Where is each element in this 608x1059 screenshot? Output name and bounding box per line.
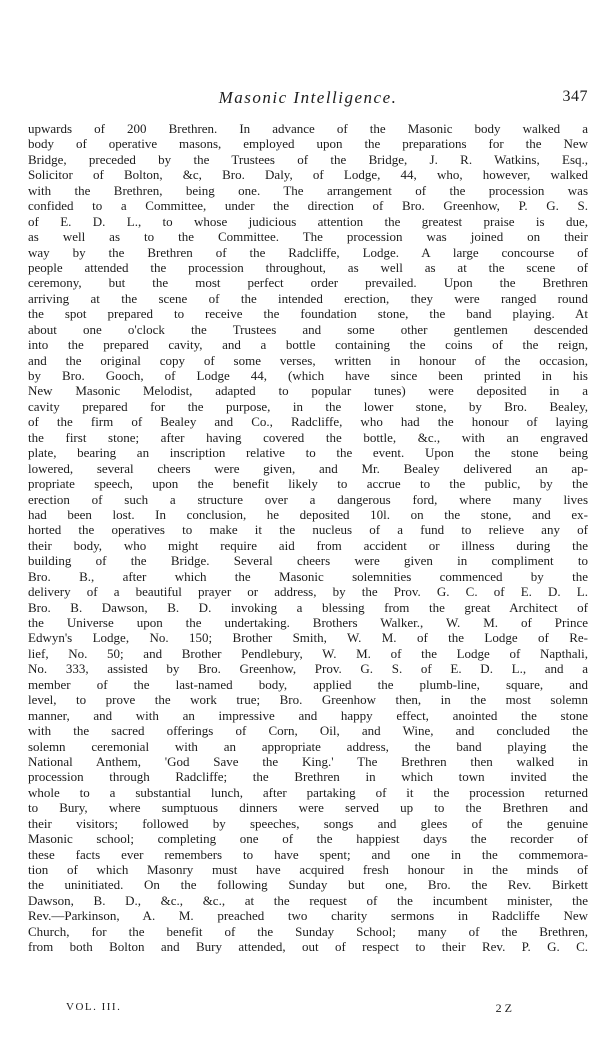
text-line: delivery of a beautiful prayer or address, by the Prov. G. C. of E. D. L. bbox=[28, 584, 588, 600]
text-line: Dawson, B. D., &c., &c., at the request of the incumbent minister, the bbox=[28, 892, 588, 908]
text-line: Rev.—Parkinson, A. M. preached two charity sermons in Radcliffe New bbox=[28, 908, 588, 924]
text-line: Bridge, preceded by the Trustees of the Bridge, J. R. Watkins, Esq., bbox=[28, 151, 588, 167]
text-line: way by the Brethren of the Radcliffe, Lodge. A large concourse of bbox=[28, 244, 588, 260]
text-line: Bro. B. Dawson, B. D. invoking a blessing from the great Architect of bbox=[28, 599, 588, 615]
text-line: Masonic school; completing one of the happiest days the recorder of bbox=[28, 831, 588, 847]
text-line: Bro. B., after which the Masonic solemnities commenced by the bbox=[28, 568, 588, 584]
text-line: lief, No. 50; and Brother Pendlebury, W. M. of the Lodge of Napthali, bbox=[28, 645, 588, 661]
text-line: ceremony, but the most perfect order prevailed. Upon the Brethren bbox=[28, 275, 588, 291]
text-line: procession through Radcliffe; the Brethren in which town invited the bbox=[28, 769, 588, 785]
text-line: body of operative masons, employed upon the preparations for the New bbox=[28, 136, 588, 152]
text-line: arriving at the scene of the intended erection, they were ranged round bbox=[28, 290, 588, 306]
text-line: manner, and with an impressive and happy effect, anointed the stone bbox=[28, 707, 588, 723]
volume-label: VOL. III. bbox=[66, 1001, 122, 1013]
page-number: 347 bbox=[562, 88, 588, 105]
text-line: their visitors; followed by speeches, songs and glees of the genuine bbox=[28, 815, 588, 831]
text-line: level, to prove the work true; Bro. Greenhow then, in the most solemn bbox=[28, 692, 588, 708]
text-line: had been lost. In conclusion, he deposited 10l. on the stone, and ex- bbox=[28, 506, 588, 522]
text-line: solemn ceremonial with an appropriate address, the band playing the bbox=[28, 738, 588, 754]
text-line: these facts ever remembers to have spent; and one in the commemora- bbox=[28, 846, 588, 862]
text-line: lowered, several cheers were given, and Mr. Bealey delivered an ap- bbox=[28, 460, 588, 476]
text-line: building of the Bridge. Several cheers were given in compliment to bbox=[28, 553, 588, 569]
text-line: into the prepared cavity, and a bottle containing the coins of the reign, bbox=[28, 337, 588, 353]
text-line: upwards of 200 Brethren. In advance of the Masonic body walked a bbox=[28, 121, 588, 136]
text-line: by Bro. Gooch, of Lodge 44, (which have since been printed in his bbox=[28, 368, 588, 383]
text-line: member of the last-named body, applied the plumb-line, square, and bbox=[28, 676, 588, 692]
text-line: Edwyn's Lodge, No. 150; Brother Smith, W. M. of the Lodge of Re- bbox=[28, 630, 588, 646]
text-line: confided to a Committee, under the direction of Bro. Greenhow, P. G. S. bbox=[28, 198, 588, 214]
text-line: propriate speech, upon the benefit likely to accrue to the public, by the bbox=[28, 476, 588, 492]
running-title: Masonic Intelligence. bbox=[218, 88, 398, 107]
text-line: plate, bearing an inscription relative to the event. Upon the stone being bbox=[28, 445, 588, 461]
running-head bbox=[28, 88, 588, 110]
text-line: National Anthem, 'God Save the King.' The Brethren then walked in bbox=[28, 753, 588, 769]
text-line: as well as to the Committee. The procession was joined on their bbox=[28, 229, 588, 245]
text-line: Solicitor of Bolton, &c, Bro. Daly, of Lodge, 44, who, however, walked bbox=[28, 167, 588, 183]
text-line: their body, who might require aid from accident or illness during the bbox=[28, 537, 588, 553]
text-line: of E. D. L., to whose judicious attention the greatest praise is due, bbox=[28, 213, 588, 229]
text-line: to Bury, where sumptuous dinners were served up to the Brethren and bbox=[28, 800, 588, 816]
text-line: Church, for the benefit of the Sunday School; many of the Brethren, bbox=[28, 923, 588, 939]
page-footer bbox=[28, 1001, 588, 1017]
text-line: the uninitiated. On the following Sunday but one, Bro. the Rev. Birkett bbox=[28, 877, 588, 893]
text-line: No. 333, assisted by Bro. Greenhow, Prov. G. S. of E. D. L., and a bbox=[28, 661, 588, 677]
text-line: from both Bolton and Bury attended, out of respect to their Rev. P. G. C. bbox=[28, 939, 588, 955]
text-line: cavity prepared for the purpose, in the lower stone, by Bro. Bealey, bbox=[28, 398, 588, 414]
text-line: about one o'clock the Trustees and some other gentlemen descended bbox=[28, 321, 588, 337]
text-line: the Universe upon the undertaking. Brothers Walker., W. M. of Prince bbox=[28, 615, 588, 630]
text-line: tion of which Masonry must have acquired fresh honour in the minds of bbox=[28, 862, 588, 877]
text-line: the first stone; after having covered the bottle, &c., with an engraved bbox=[28, 429, 588, 445]
signature-mark: 2 Z bbox=[495, 1001, 512, 1015]
text-line: horted the operatives to make it the nucleus of a fund to relieve any of bbox=[28, 522, 588, 538]
text-line: with the sacred offerings of Corn, Oil, and Wine, and concluded the bbox=[28, 723, 588, 739]
text-line: erection of such a structure over a dangerous ford, where many lives bbox=[28, 491, 588, 507]
text-line: with the Brethren, being one. The arrangement of the procession was bbox=[28, 182, 588, 198]
text-line: New Masonic Melodist, adapted to popular tunes) were deposited in a bbox=[28, 383, 588, 399]
text-line: whole to a substantial lunch, after partaking of it the procession returned bbox=[28, 784, 588, 800]
text-line: of the firm of Bealey and Co., Radcliffe, who had the honour of laying bbox=[28, 414, 588, 430]
body-text bbox=[28, 121, 588, 970]
text-line bbox=[28, 955, 588, 970]
text-line: people attended the procession throughout, as well as at the scene of bbox=[28, 259, 588, 275]
text-line: the spot prepared to receive the foundation stone, the band playing. At bbox=[28, 306, 588, 322]
text-line: and the original copy of some verses, written in honour of the occasion, bbox=[28, 352, 588, 368]
